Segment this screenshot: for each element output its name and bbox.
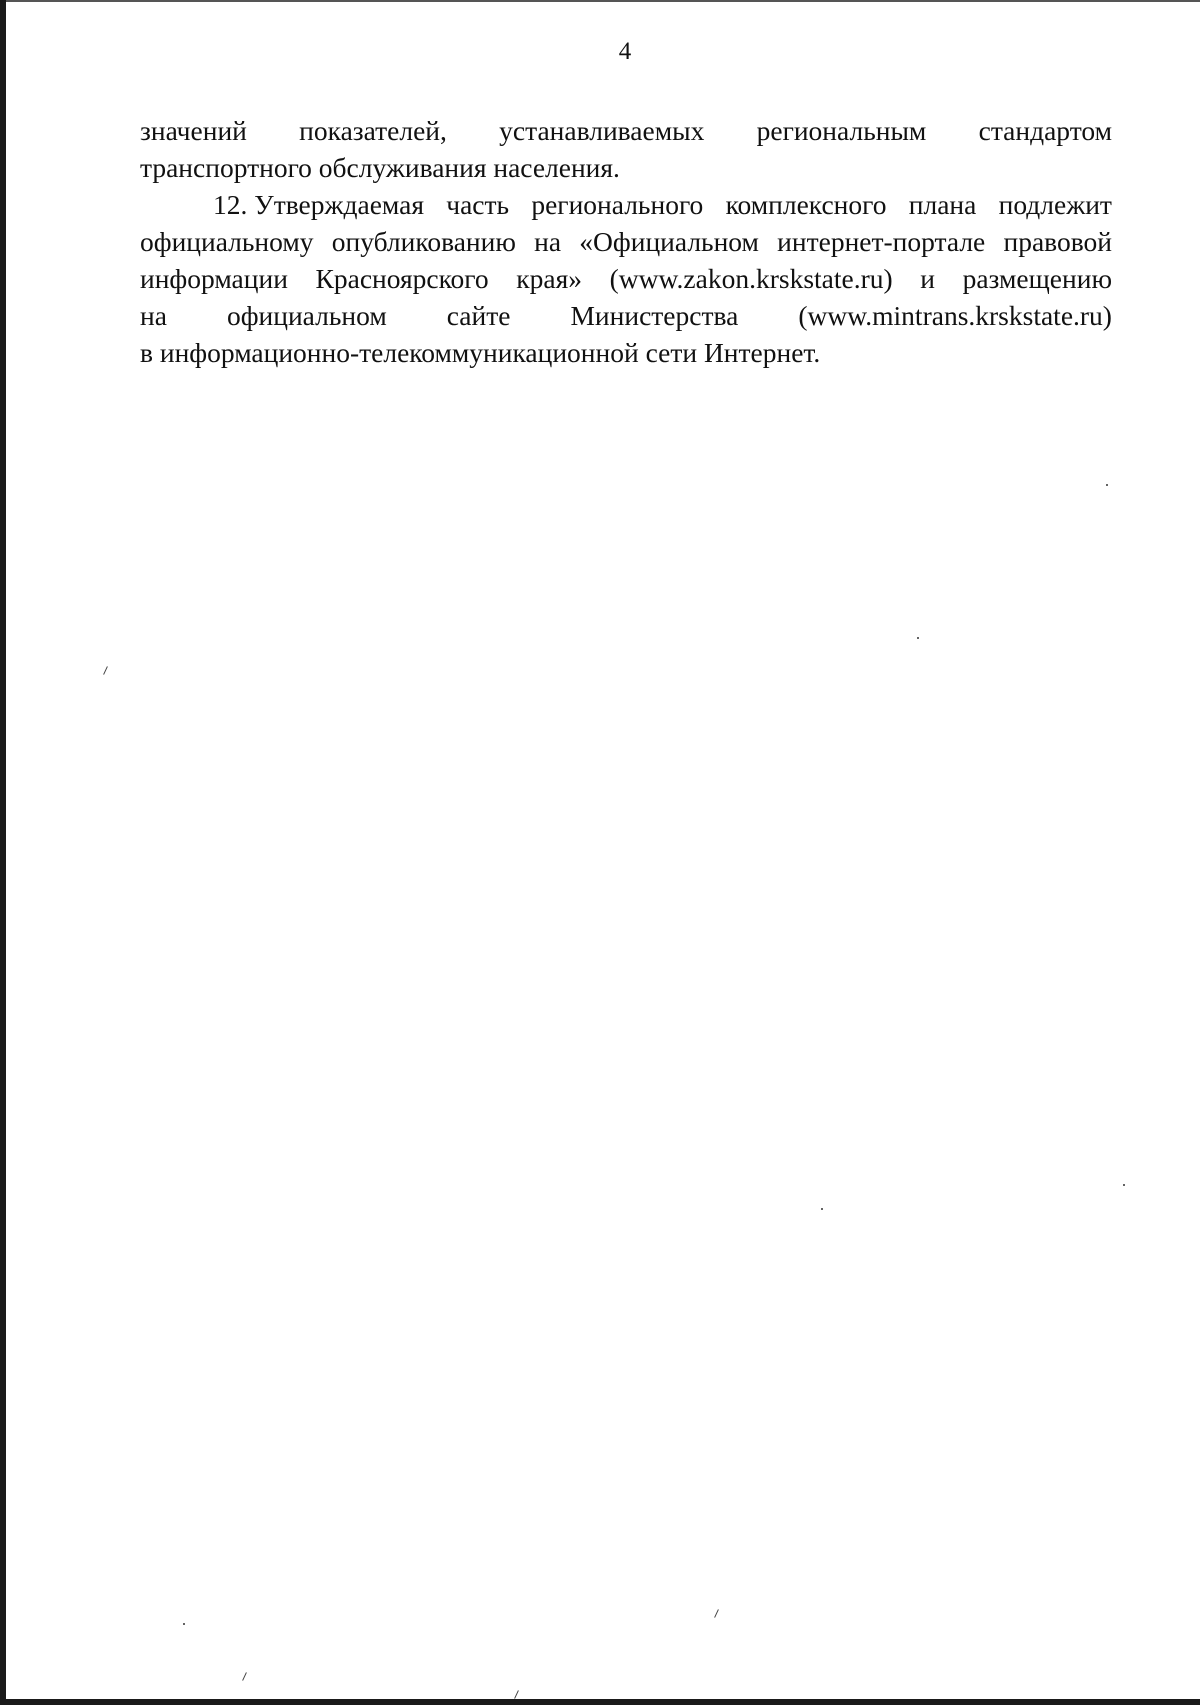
- scan-speck: [514, 1690, 519, 1699]
- word: информации: [140, 263, 288, 294]
- word: правовой: [1003, 226, 1112, 257]
- word: 12. Утверждаемая: [213, 189, 424, 220]
- text-line-indented: [140, 186, 1112, 223]
- word: комплексного: [725, 189, 887, 220]
- word: официальном: [226, 300, 387, 331]
- scan-border-top: [0, 0, 1200, 2]
- word: сайте: [446, 300, 511, 331]
- word: «Официальном: [579, 226, 759, 257]
- word: Министерства: [570, 300, 739, 331]
- document-body: [140, 112, 1112, 371]
- word: стандартом: [978, 115, 1112, 146]
- text-line: [140, 334, 1112, 371]
- scan-border-left: [0, 0, 6, 1705]
- scan-speck: [1106, 484, 1108, 486]
- word: интернет-портале: [777, 226, 986, 257]
- word: транспортного обслуживания населения.: [140, 152, 620, 183]
- word: на: [534, 226, 562, 257]
- word: (www.mintrans.krskstate.ru): [798, 300, 1112, 331]
- word: плана: [908, 189, 977, 220]
- scan-border-bottom: [0, 1699, 1200, 1705]
- scan-speck: [917, 637, 919, 639]
- word: края»: [516, 263, 582, 294]
- scan-speck: [714, 1609, 719, 1618]
- word: региональным: [756, 115, 927, 146]
- word: в информационно-телекоммуникационной сети Интернет.: [140, 337, 821, 368]
- word: Красноярского: [315, 263, 489, 294]
- scan-speck: [821, 1208, 823, 1210]
- scan-speck: [1123, 1184, 1125, 1186]
- word: официальному: [140, 226, 314, 257]
- word: устанавливаемых: [499, 115, 705, 146]
- text-line: [140, 149, 1112, 186]
- scan-speck: [183, 1623, 185, 1625]
- page-number: 4: [618, 38, 632, 65]
- word: подлежит: [998, 189, 1112, 220]
- word: размещению: [962, 263, 1112, 294]
- scan-speck: [242, 1672, 247, 1681]
- word: показателей,: [299, 115, 447, 146]
- word: и: [920, 263, 935, 294]
- text-line: [140, 223, 1112, 260]
- scan-speck: [103, 666, 108, 675]
- word: регионального: [531, 189, 704, 220]
- text-line: [140, 112, 1112, 149]
- word: опубликованию: [331, 226, 516, 257]
- text-line: [140, 297, 1112, 334]
- word: значений: [140, 115, 247, 146]
- word: (www.zakon.krskstate.ru): [609, 263, 893, 294]
- word: на: [140, 300, 167, 331]
- word: часть: [446, 189, 510, 220]
- text-line: [140, 260, 1112, 297]
